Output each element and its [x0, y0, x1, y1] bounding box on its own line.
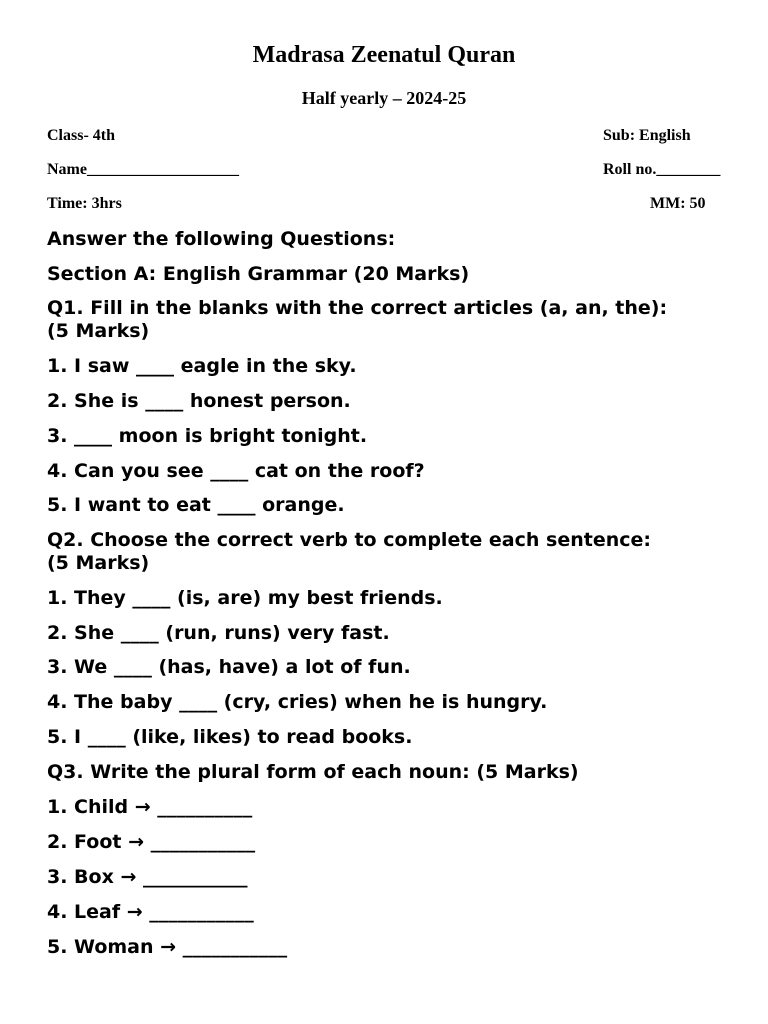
subject-label: Sub: English — [603, 127, 691, 144]
instruction-heading: Answer the following Questions: — [47, 228, 396, 250]
exam-title: Half yearly – 2024-25 — [301, 88, 467, 108]
q2-item: 4. The baby ____ (cry, cries) when he is hungry. — [47, 691, 548, 713]
q2-marks: (5 Marks) — [47, 552, 150, 574]
roll-no-field: Roll no.________ — [603, 161, 721, 178]
q2-title: Q2. Choose the correct verb to complete each sentence: — [47, 529, 651, 551]
q2-item: 2. She ____ (run, runs) very fast. — [47, 622, 390, 644]
q3-item: 2. Foot → ___________ — [47, 831, 256, 853]
class-label: Class- 4th — [47, 127, 116, 144]
q3-item: 3. Box → ___________ — [47, 866, 248, 888]
q2-item: 3. We ____ (has, have) a lot of fun. — [47, 656, 411, 678]
q1-item: 5. I want to eat ____ orange. — [47, 494, 345, 516]
q3-item: 1. Child → __________ — [47, 796, 253, 818]
q2-item: 5. I ____ (like, likes) to read books. — [47, 726, 413, 748]
name-field: Name___________________ — [47, 161, 239, 178]
q3-item: 5. Woman → ___________ — [47, 936, 288, 958]
q1-marks: (5 Marks) — [47, 320, 150, 342]
q1-item: 3. ____ moon is bright tonight. — [47, 425, 368, 447]
q3-item: 4. Leaf → ___________ — [47, 901, 254, 923]
q1-title: Q1. Fill in the blanks with the correct articles (a, an, the): — [47, 297, 668, 319]
q1-item: 2. She is ____ honest person. — [47, 390, 351, 412]
time-label: Time: 3hrs — [47, 195, 122, 212]
section-a-heading: Section A: English Grammar (20 Marks) — [47, 263, 470, 285]
q1-item: 4. Can you see ____ cat on the roof? — [47, 460, 425, 482]
q1-item: 1. I saw ____ eagle in the sky. — [47, 355, 357, 377]
school-name: Madrasa Zeenatul Quran — [252, 42, 516, 68]
q2-item: 1. They ____ (is, are) my best friends. — [47, 587, 443, 609]
max-marks-label: MM: 50 — [650, 195, 706, 212]
q3-title: Q3. Write the plural form of each noun: (5 Marks) — [47, 761, 579, 783]
